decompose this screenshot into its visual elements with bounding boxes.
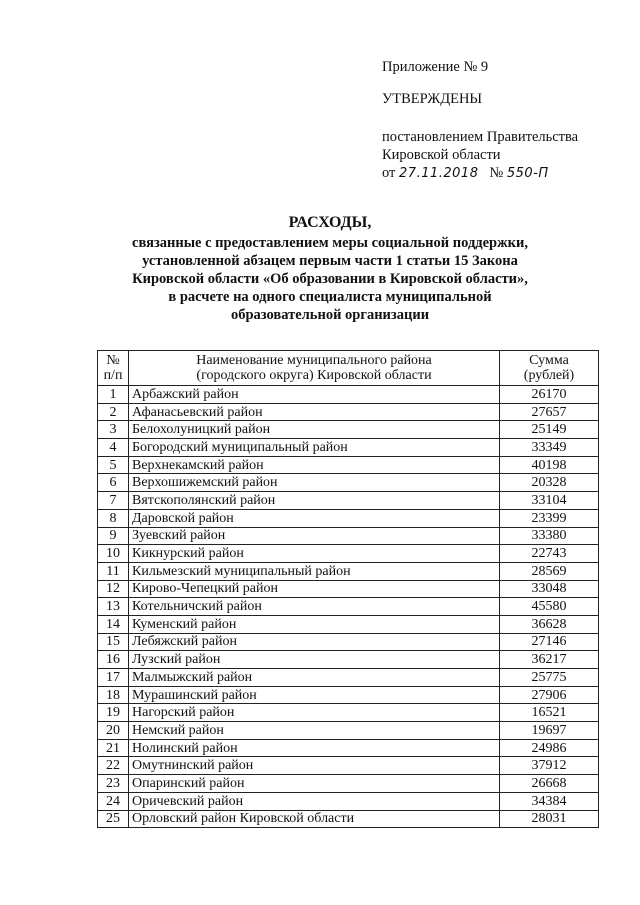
- row-number: 3: [98, 421, 129, 439]
- row-district-name: Малмыжский район: [129, 669, 500, 687]
- row-number: 9: [98, 527, 129, 545]
- row-district-name: Даровской район: [129, 509, 500, 527]
- table-row: [98, 527, 599, 545]
- row-number: 25: [98, 810, 129, 828]
- title-line-4: в расчете на одного специалиста муниципальной: [168, 289, 492, 305]
- table-row: [98, 562, 599, 580]
- row-sum: 22743: [500, 545, 599, 563]
- row-number: 15: [98, 633, 129, 651]
- row-district-name: Зуевский район: [129, 527, 500, 545]
- row-district-name: Вятскополянский район: [129, 492, 500, 510]
- table-row: [98, 651, 599, 669]
- decree-line-1: постановлением Правительства: [382, 129, 579, 145]
- row-sum: 36217: [500, 651, 599, 669]
- table-row: [98, 669, 599, 687]
- header-name: Наименование муниципального района (городского округа) Кировской области: [129, 351, 500, 386]
- row-district-name: Нагорский район: [129, 704, 500, 722]
- table-row: [98, 439, 599, 457]
- row-number: 2: [98, 403, 129, 421]
- row-sum: 25775: [500, 669, 599, 687]
- decree-date: 27.11.2018: [399, 166, 479, 181]
- row-district-name: Нолинский район: [129, 739, 500, 757]
- row-sum: 20328: [500, 474, 599, 492]
- decree-number: 550-П: [506, 166, 549, 181]
- table-row: [98, 474, 599, 492]
- table-row: [98, 739, 599, 757]
- row-sum: 24986: [500, 739, 599, 757]
- row-sum: 26170: [500, 386, 599, 404]
- title-line-2: установленной абзацем первым части 1 статьи 15 Закона: [142, 253, 518, 269]
- row-district-name: Кирово-Чепецкий район: [129, 580, 500, 598]
- document-title: [100, 214, 560, 324]
- row-number: 24: [98, 792, 129, 810]
- row-number: 21: [98, 739, 129, 757]
- row-district-name: Оричевский район: [129, 792, 500, 810]
- table-row: [98, 792, 599, 810]
- row-number: 8: [98, 509, 129, 527]
- row-number: 6: [98, 474, 129, 492]
- approved-label: УТВЕРЖДЕНЫ: [382, 91, 483, 107]
- row-sum: 28031: [500, 810, 599, 828]
- table-row: [98, 722, 599, 740]
- table-row: [98, 545, 599, 563]
- row-number: 23: [98, 775, 129, 793]
- row-district-name: Котельничский район: [129, 598, 500, 616]
- table-row: [98, 456, 599, 474]
- title-line-3: Кировской области «Об образовании в Кировской области»,: [132, 271, 528, 287]
- row-sum: 45580: [500, 598, 599, 616]
- row-district-name: Верхнекамский район: [129, 456, 500, 474]
- decree-number-prefix: №: [489, 165, 504, 181]
- row-number: 22: [98, 757, 129, 775]
- row-district-name: Мурашинский район: [129, 686, 500, 704]
- row-number: 18: [98, 686, 129, 704]
- appendix-label: Приложение № 9: [382, 59, 489, 75]
- table-row: [98, 704, 599, 722]
- row-district-name: Лебяжский район: [129, 633, 500, 651]
- row-number: 7: [98, 492, 129, 510]
- row-number: 5: [98, 456, 129, 474]
- table-row: [98, 492, 599, 510]
- row-number: 12: [98, 580, 129, 598]
- row-sum: 36628: [500, 615, 599, 633]
- row-sum: 33048: [500, 580, 599, 598]
- row-district-name: Кикнурский район: [129, 545, 500, 563]
- table-row: [98, 615, 599, 633]
- row-district-name: Немский район: [129, 722, 500, 740]
- row-district-name: Верхошижемский район: [129, 474, 500, 492]
- row-district-name: Кильмезский муниципальный район: [129, 562, 500, 580]
- row-sum: 33104: [500, 492, 599, 510]
- row-sum: 28569: [500, 562, 599, 580]
- row-sum: 23399: [500, 509, 599, 527]
- row-number: 14: [98, 615, 129, 633]
- table-header-row: [98, 351, 599, 386]
- row-number: 19: [98, 704, 129, 722]
- table-row: [98, 757, 599, 775]
- table-row: [98, 386, 599, 404]
- row-sum: 16521: [500, 704, 599, 722]
- row-number: 11: [98, 562, 129, 580]
- table-row: [98, 509, 599, 527]
- row-district-name: Арбажский район: [129, 386, 500, 404]
- table-row: [98, 775, 599, 793]
- row-sum: 19697: [500, 722, 599, 740]
- row-sum: 26668: [500, 775, 599, 793]
- row-sum: 37912: [500, 757, 599, 775]
- table-body: [98, 386, 599, 828]
- table-row: [98, 403, 599, 421]
- row-sum: 33380: [500, 527, 599, 545]
- row-number: 4: [98, 439, 129, 457]
- row-number: 13: [98, 598, 129, 616]
- title-main: РАСХОДЫ,: [288, 214, 372, 231]
- row-sum: 34384: [500, 792, 599, 810]
- row-number: 1: [98, 386, 129, 404]
- table-row: [98, 633, 599, 651]
- table-row: [98, 598, 599, 616]
- table-row: [98, 810, 599, 828]
- table-row: [98, 580, 599, 598]
- row-sum: 25149: [500, 421, 599, 439]
- table-row: [98, 686, 599, 704]
- row-sum: 27906: [500, 686, 599, 704]
- header-sum: Сумма (рублей): [500, 351, 599, 386]
- header-num: № п/п: [98, 351, 129, 386]
- decree-date-line: [382, 164, 622, 183]
- title-line-5: образовательной организации: [230, 307, 430, 323]
- row-sum: 27146: [500, 633, 599, 651]
- row-number: 16: [98, 651, 129, 669]
- row-district-name: Богородский муниципальный район: [129, 439, 500, 457]
- costs-table: [97, 350, 599, 828]
- row-sum: 27657: [500, 403, 599, 421]
- row-district-name: Белохолуницкий район: [129, 421, 500, 439]
- row-sum: 33349: [500, 439, 599, 457]
- row-district-name: Куменский район: [129, 615, 500, 633]
- title-line-1: связанные с предоставлением меры социальной поддержки,: [132, 235, 528, 251]
- table-row: [98, 421, 599, 439]
- row-district-name: Опаринский район: [129, 775, 500, 793]
- row-district-name: Орловский район Кировской области: [129, 810, 500, 828]
- row-number: 20: [98, 722, 129, 740]
- row-district-name: Лузский район: [129, 651, 500, 669]
- decree-line-2: Кировской области: [382, 147, 501, 163]
- row-district-name: Афанасьевский район: [129, 403, 500, 421]
- row-district-name: Омутнинский район: [129, 757, 500, 775]
- row-number: 17: [98, 669, 129, 687]
- row-sum: 40198: [500, 456, 599, 474]
- decree-date-prefix: от: [382, 165, 396, 181]
- row-number: 10: [98, 545, 129, 563]
- approval-block: [382, 58, 622, 183]
